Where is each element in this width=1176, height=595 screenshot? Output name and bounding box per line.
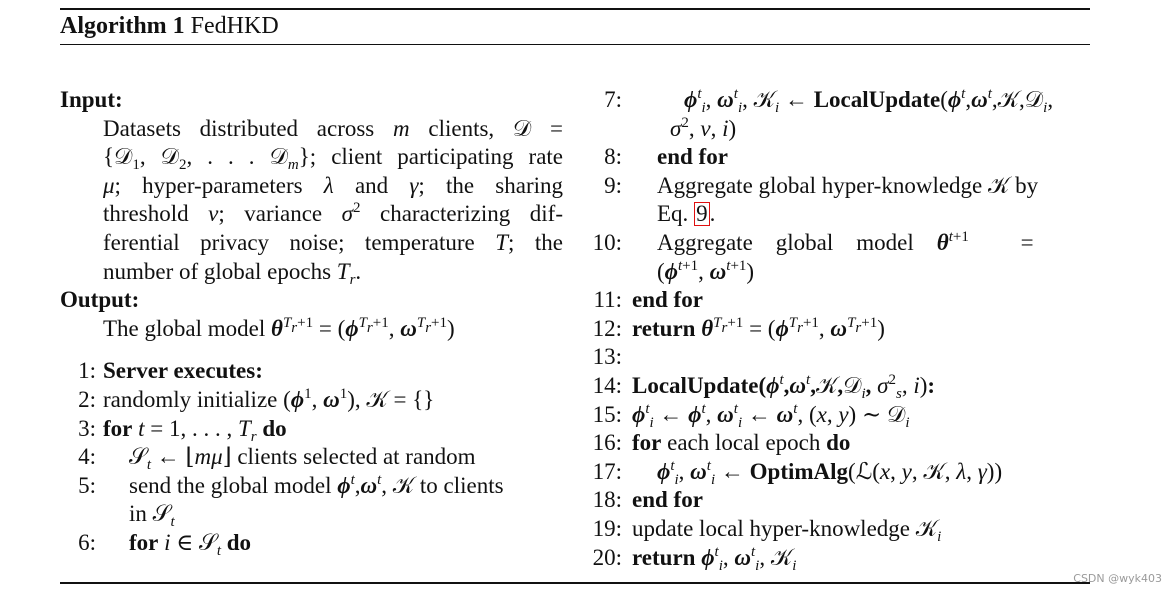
input-line-4: threshold ν; variance $\sigma^2$ characterizing dif- xyxy=(103,200,563,227)
input-line-5: ferential privacy noise; temperature T; the xyxy=(103,229,563,255)
step-7: 7: $\phi^t_i$, $\omega^t_i$, 𝒦$_i$ ← $LocalUpdate(\phi^t,\omega^t,𝒦,𝒟_i$, xyxy=(604,86,1054,116)
step-5: 5: send the global model $\phi^t,\omega^t$, 𝒦 to clients xyxy=(78,471,504,498)
input-line-2: {𝒟$_1$, 𝒟$_2$, . . . 𝒟$_m$}; client participating rate xyxy=(103,144,563,172)
algorithm-title xyxy=(60,12,279,40)
step-10: 10: Aggregate global model $\theta^{t+1}$ = xyxy=(592,228,1034,255)
step-13: 13: xyxy=(592,344,622,370)
step-10-cont: ($\phi^{t+1}$, $\omega^{t+1}$) xyxy=(657,257,755,284)
step-14: 14: $LocalUpdate(\phi^t,\omega^t,𝒦,𝒟_i$, $\sigma^2_s$, i): xyxy=(592,371,936,402)
step-2: 2: randomly initialize ($\phi^1$, $\omega^1$), 𝒦 = {} xyxy=(78,385,435,412)
step-15: 15: $\phi^t_i$ ← $\phi^t$, $\omega^t_i$ ← $\omega^t$, (x, y) ∼ 𝒟$_i$ xyxy=(592,400,910,431)
step-3: 3: for t = 1, . . . , $T_r$ do xyxy=(78,415,287,445)
step-7-cont: $\sigma^2$, ν, i) xyxy=(670,114,737,141)
input-line-6: number of global epochs $T_r$. xyxy=(103,258,362,288)
step-19: 19: update local hyper-knowledge 𝒦$_i$ xyxy=(592,515,942,545)
step-4: 4: 𝒮$_t$ ← ⌊mμ⌋ clients selected at random xyxy=(78,444,476,474)
algorithm-label: Algorithm 1 xyxy=(60,13,185,39)
output-heading: Output: xyxy=(60,287,140,313)
left-column xyxy=(60,86,563,558)
algorithm-name: FedHKD xyxy=(190,13,279,39)
step-18: 18: end for xyxy=(592,487,703,513)
step-5-cont: in 𝒮$_t$ xyxy=(129,501,175,531)
input-line-3: μ; hyper-parameters λ and γ; the sharing xyxy=(103,172,563,198)
right-column xyxy=(586,86,1090,572)
step-9-cont: Eq. 9. xyxy=(657,201,716,227)
watermark: CSDN @wyk403 xyxy=(1073,572,1162,585)
step-11: 11: end for xyxy=(593,287,703,313)
step-6: 6: for i ∈ 𝒮$_t$ do xyxy=(78,529,252,559)
output-line: The global model $\theta^{T_r+1} = (\phi^{T_r+1}$, $\omega^{T_r+1}$) xyxy=(103,314,455,341)
step-16: 16: for each local epoch do xyxy=(592,430,851,456)
bottom-rule xyxy=(60,582,1090,584)
eq-reference-link[interactable]: 9 xyxy=(696,201,708,227)
step-12: 12: return $\theta^{T_r+1} = (\phi^{T_r+1}$, $\omega^{T_r+1}$) xyxy=(592,314,885,341)
step-20: 20: return $\phi^t_i$, $\omega^t_i$, 𝒦$_i$ xyxy=(592,543,797,574)
input-line-1: Datasets distributed across m clients, 𝒟 = xyxy=(103,115,563,141)
step-1: 1: Server executes: xyxy=(78,358,263,384)
step-9: 9: Aggregate global hyper-knowledge 𝒦 by xyxy=(604,172,1039,198)
title-rule xyxy=(60,44,1090,45)
step-8: 8: end for xyxy=(604,144,728,170)
top-rule xyxy=(60,8,1090,10)
input-heading: Input: xyxy=(60,87,123,112)
step-17: 17: $\phi^t_i$, $\omega^t_i$ ← OptimAlg(ℒ(x, y, 𝒦, λ, γ)) xyxy=(592,457,1003,488)
